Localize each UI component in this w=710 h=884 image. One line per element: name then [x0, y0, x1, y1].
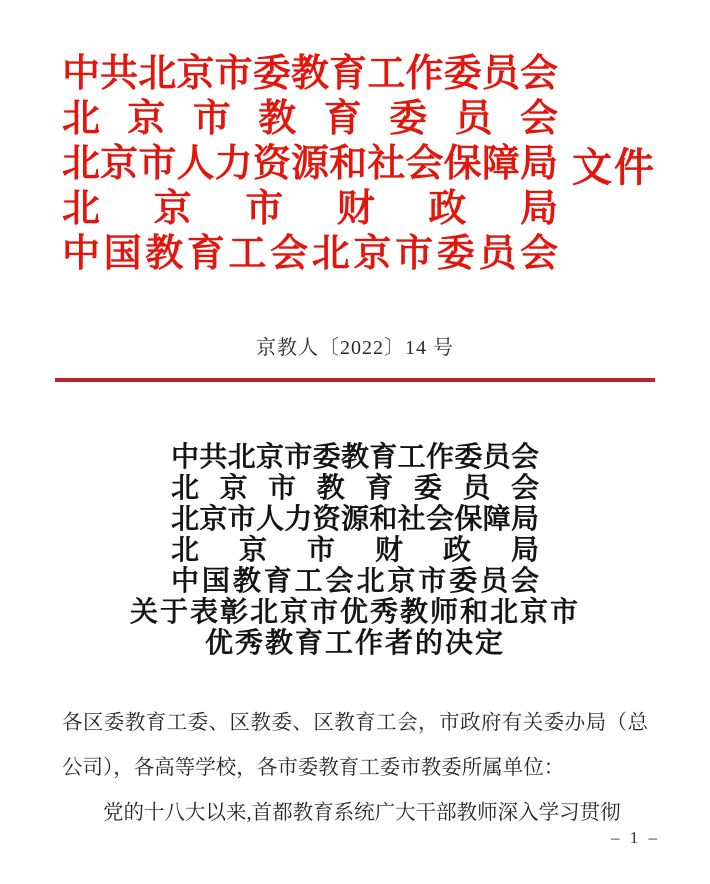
title-org-line-1: 中共北京市委教育工作委员会 [171, 442, 539, 473]
title-subject-line-1: 关于表彰北京市优秀教师和北京市 [129, 597, 580, 628]
salutation-line-1: 各区委教育工委、区教委、区教育工会，市政府有关委办局（总 [62, 712, 648, 734]
red-letterhead [0, 0, 710, 277]
page-number: – 1 – [611, 828, 660, 847]
issuing-org-line-4: 北京市财政局 [62, 188, 558, 230]
body-paragraph-line: 党的十八大以来,首都教育系统广大干部教师深入学习贯彻 [103, 802, 621, 824]
title-org-line-4: 北京市财政局 [171, 535, 539, 566]
title-org-list [171, 442, 539, 597]
title-org-line-3: 北京市人力资源和社会保障局 [171, 504, 539, 535]
title-org-line-5: 中国教育工会北京市委员会 [171, 566, 539, 597]
issuing-org-line-2: 北京市教育委员会 [62, 98, 558, 140]
title-subject-line-2: 优秀教育工作者的决定 [204, 628, 505, 659]
title-org-line-2: 北京市教育委员会 [171, 473, 539, 504]
issuing-org-list [62, 52, 558, 277]
doc-type-label: 文件 [572, 145, 656, 190]
title-subject [0, 597, 710, 659]
red-divider-rule [55, 378, 655, 382]
issuing-org-line-3: 北京市人力资源和社会保障局 [62, 143, 558, 185]
salutation-line-2: 公司），各高等学校，各市委教育工委市教委所属单位： [62, 757, 565, 779]
doc-number: 京教人〔2022〕14 号 [256, 337, 454, 359]
title-block [0, 442, 710, 659]
document-body [62, 701, 648, 836]
issuing-org-line-5: 中国教育工会北京市委员会 [62, 233, 558, 275]
issuing-org-line-1: 中共北京市委教育工作委员会 [62, 53, 558, 95]
